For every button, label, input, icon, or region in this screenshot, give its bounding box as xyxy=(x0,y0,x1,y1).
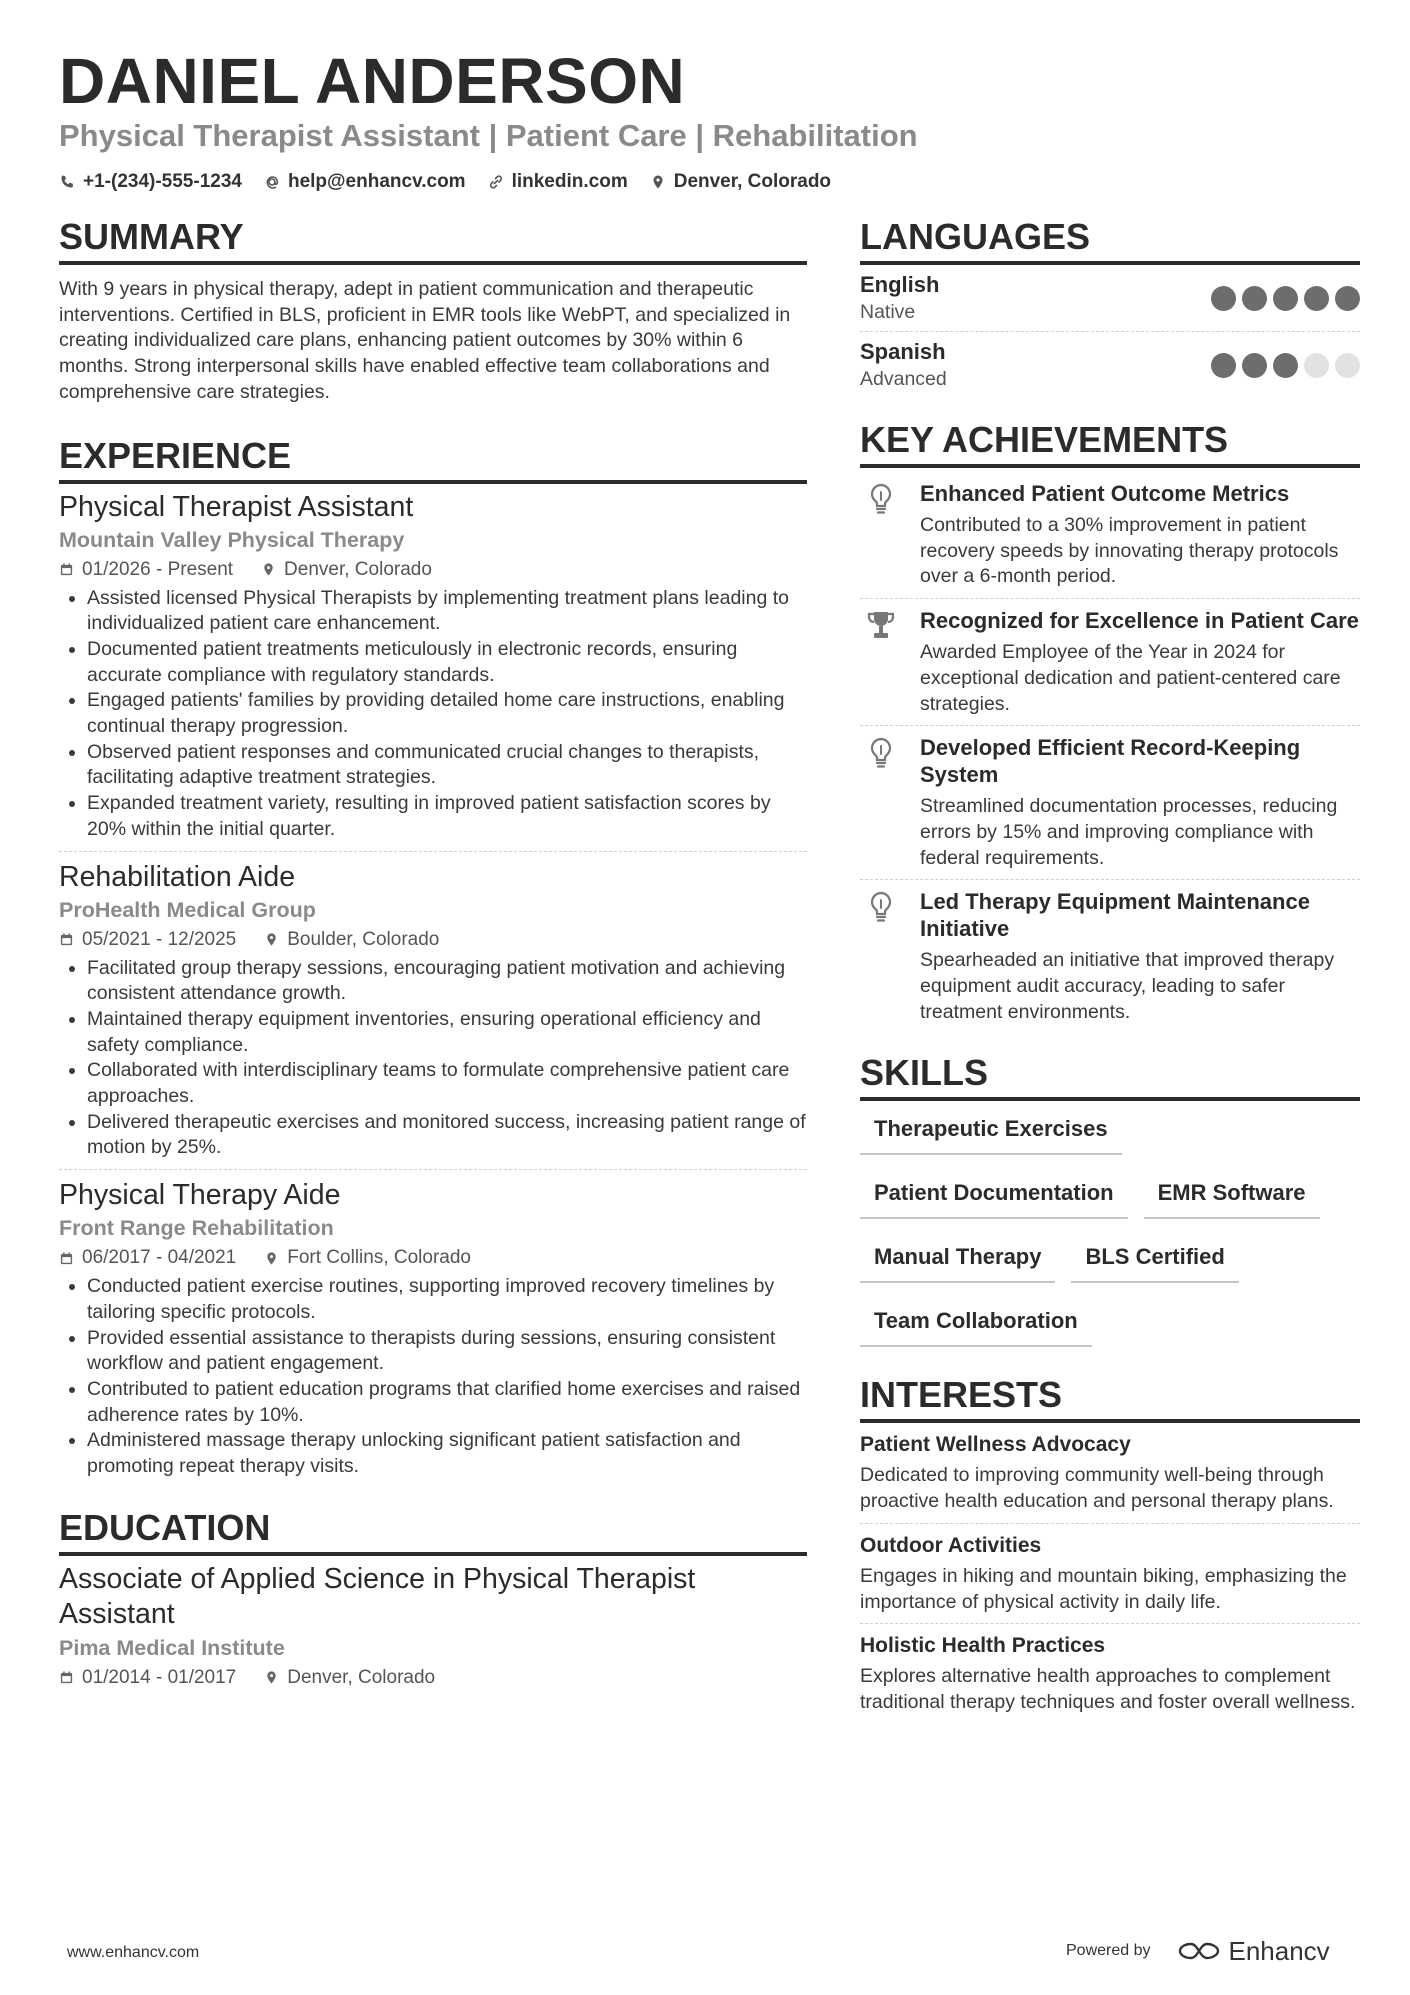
skill-tag: Team Collaboration xyxy=(860,1299,1092,1347)
skill-tag: Manual Therapy xyxy=(860,1235,1055,1283)
education-meta xyxy=(59,1664,807,1692)
job-company: ProHealth Medical Group xyxy=(59,897,316,922)
achievement-title: Led Therapy Equipment Maintenance Initiative xyxy=(920,889,1310,942)
job-meta xyxy=(59,556,807,584)
education-degree: Associate of Applied Science in Physical Therapist Assistant xyxy=(59,1562,696,1630)
job-bullets xyxy=(59,956,807,1162)
candidate-name: DANIEL ANDERSON xyxy=(59,45,686,117)
job-bullet: • Assisted licensed Physical Therapists by implementing treatment plans leading to individualized patient care enhancement. xyxy=(87,586,807,637)
job-meta xyxy=(59,926,807,954)
contact-location-text: Denver, Colorado xyxy=(673,171,832,192)
interest-item xyxy=(860,1623,1360,1723)
contact-bar xyxy=(59,168,831,196)
job-dates-text: 05/2021 - 12/2025 xyxy=(82,928,237,950)
rating-dot-filled xyxy=(1335,286,1360,311)
education-location xyxy=(264,1664,435,1692)
language-level: Advanced xyxy=(860,368,947,390)
education-location-text: Denver, Colorado xyxy=(287,1666,436,1688)
enhancv-logo-icon xyxy=(1177,1938,1221,1964)
interest-desc: Explores alternative health approaches to complement traditional therapy techniques and foster overall wellness. xyxy=(860,1665,1356,1713)
interest-title: Outdoor Activities xyxy=(860,1533,1042,1557)
job-location-text: Fort Collins, Colorado xyxy=(287,1247,471,1269)
job-bullet: • Administered massage therapy unlocking significant patient satisfaction and promoting repeat therapy visits. xyxy=(87,1428,807,1479)
job-bullet: • Engaged patients' families by providing detailed home care instructions, enabling continual therapy progression. xyxy=(87,688,807,739)
skills-section xyxy=(860,1051,1360,1363)
powered-by-label: Powered by xyxy=(1066,1942,1151,1959)
footer-branding xyxy=(1066,1936,1330,1966)
interest-desc: Dedicated to improving community well-being through proactive health education and personal therapy plans. xyxy=(860,1464,1334,1513)
job-location-text: Boulder, Colorado xyxy=(287,928,440,950)
job-bullet: • Provided essential assistance to therapists during sessions, ensuring consistent workflow and patient engagement. xyxy=(87,1326,807,1377)
interest-title: Holistic Health Practices xyxy=(860,1634,1106,1658)
skills-list xyxy=(860,1107,1360,1363)
contact-linkedin[interactable] xyxy=(488,168,628,196)
achievement-desc: Spearheaded an initiative that improved therapy equipment audit accuracy, leading to safer treatment environments. xyxy=(920,949,1335,1023)
link-icon xyxy=(488,174,504,190)
achievement-desc: Awarded Employee of the Year in 2024 for exceptional dedication and patient-centered care strategies. xyxy=(920,641,1341,715)
rating-dot-filled xyxy=(1273,353,1298,378)
right-column xyxy=(860,215,1360,1724)
contact-location xyxy=(650,168,831,196)
job-title: Rehabilitation Aide xyxy=(59,860,296,893)
job-entry xyxy=(59,851,807,1170)
languages-heading: LANGUAGES xyxy=(860,215,1360,265)
phone-icon xyxy=(59,174,75,190)
interest-item xyxy=(860,1523,1360,1623)
lightbulb-icon xyxy=(866,736,896,770)
interest-item xyxy=(860,1429,1360,1522)
education-dates-text: 01/2014 - 01/2017 xyxy=(82,1666,237,1688)
calendar-icon xyxy=(59,1251,74,1266)
at-icon xyxy=(264,174,280,190)
job-bullet: • Delivered therapeutic exercises and monitored success, increasing patient range of motion by 25%. xyxy=(87,1110,807,1161)
rating-dot-filled xyxy=(1242,353,1267,378)
achievement-item xyxy=(860,598,1360,725)
summary-text: With 9 years in physical therapy, adept in patient communication and therapeutic interventions. Certified in BLS, proficient in EMR tools like WebPT, and specialized in creating individualized care plans, enhancing patient outcomes by 30% within 6 months. Strong interpersonal skills have enabled effective team collaborations and comprehensive care strategies. xyxy=(59,278,791,403)
achievement-title: Recognized for Excellence in Patient Care xyxy=(920,608,1359,634)
lightbulb-icon xyxy=(866,890,896,924)
language-level: Native xyxy=(860,301,916,323)
skills-heading: SKILLS xyxy=(860,1051,1360,1101)
achievement-title: Developed Efficient Record-Keeping System xyxy=(920,735,1301,788)
job-location xyxy=(264,926,439,954)
lightbulb-icon xyxy=(866,482,896,516)
job-dates xyxy=(59,1244,236,1272)
job-entry xyxy=(59,490,807,851)
language-rating xyxy=(1211,286,1360,311)
job-location-text: Denver, Colorado xyxy=(284,558,432,580)
language-rating xyxy=(1211,353,1360,378)
location-pin-icon xyxy=(264,1251,279,1266)
achievement-item xyxy=(860,879,1360,1033)
experience-section xyxy=(59,434,807,1488)
job-location xyxy=(261,556,432,584)
achievement-desc: Streamlined documentation processes, reducing errors by 15% and improving compliance with federal requirements. xyxy=(920,795,1338,869)
achievement-icon-wrap xyxy=(860,607,902,717)
job-bullets xyxy=(59,586,807,843)
achievement-desc: Contributed to a 30% improvement in patient recovery speeds by innovating therapy protocols over a 6-month period. xyxy=(920,514,1339,588)
job-meta xyxy=(59,1244,807,1272)
achievement-icon-wrap xyxy=(860,734,902,871)
education-heading: EDUCATION xyxy=(59,1506,807,1556)
achievement-item xyxy=(860,476,1360,598)
job-bullet: • Documented patient treatments meticulously in electronic records, ensuring accurate compliance with regulatory standards. xyxy=(87,637,807,688)
summary-section xyxy=(59,215,807,406)
skill-tag: Patient Documentation xyxy=(860,1171,1128,1219)
achievements-heading: KEY ACHIEVEMENTS xyxy=(860,418,1360,468)
location-pin-icon xyxy=(650,174,666,190)
job-bullet: • Facilitated group therapy sessions, encouraging patient motivation and achieving consistent attendance growth. xyxy=(87,956,807,1007)
job-dates-text: 01/2026 - Present xyxy=(82,558,234,580)
education-school: Pima Medical Institute xyxy=(59,1635,285,1660)
achievement-icon-wrap xyxy=(860,888,902,1025)
job-bullet: • Expanded treatment variety, resulting in improved patient satisfaction scores by 20% within the initial quarter. xyxy=(87,791,807,842)
experience-heading: EXPERIENCE xyxy=(59,434,807,484)
interests-section xyxy=(860,1373,1360,1723)
job-location xyxy=(264,1244,471,1272)
rating-dot-empty xyxy=(1335,353,1360,378)
contact-linkedin-text: linkedin.com xyxy=(511,171,628,192)
rating-dot-empty xyxy=(1304,353,1329,378)
contact-email-text: help@enhancv.com xyxy=(287,171,466,192)
headline: Physical Therapist Assistant | Patient Care | Rehabilitation xyxy=(59,118,918,153)
location-pin-icon xyxy=(264,932,279,947)
rating-dot-filled xyxy=(1304,286,1329,311)
brand-logo[interactable] xyxy=(1177,1936,1330,1966)
achievements-section xyxy=(860,418,1360,1033)
summary-heading: SUMMARY xyxy=(59,215,807,265)
calendar-icon xyxy=(59,932,74,947)
skill-tag: Therapeutic Exercises xyxy=(860,1107,1122,1155)
skill-tag: BLS Certified xyxy=(1071,1235,1238,1283)
location-pin-icon xyxy=(261,562,276,577)
job-dates xyxy=(59,556,233,584)
location-pin-icon xyxy=(264,1670,279,1685)
rating-dot-filled xyxy=(1211,353,1236,378)
job-bullet: • Conducted patient exercise routines, supporting improved recovery timelines by tailoring specific protocols. xyxy=(87,1274,807,1325)
contact-phone[interactable] xyxy=(59,168,242,196)
language-name: English xyxy=(860,272,940,297)
contact-email[interactable] xyxy=(264,168,466,196)
languages-section xyxy=(860,215,1360,398)
achievement-icon-wrap xyxy=(860,480,902,590)
rating-dot-filled xyxy=(1242,286,1267,311)
education-dates xyxy=(59,1664,236,1692)
language-name: Spanish xyxy=(860,339,946,364)
job-company: Mountain Valley Physical Therapy xyxy=(59,527,405,552)
contact-phone-text: +1-(234)-555-1234 xyxy=(83,171,242,192)
trophy-icon xyxy=(866,609,896,643)
language-item xyxy=(860,269,1360,331)
job-bullet: • Observed patient responses and communicated crucial changes to therapists, facilitating adaptive treatment strategies. xyxy=(87,740,807,791)
job-title: Physical Therapy Aide xyxy=(59,1179,341,1212)
brand-name: Enhancv xyxy=(1228,1936,1330,1966)
job-entry xyxy=(59,1169,807,1488)
left-column xyxy=(59,215,807,1692)
job-dates xyxy=(59,926,236,954)
calendar-icon xyxy=(59,1670,74,1685)
job-bullets xyxy=(59,1274,807,1480)
job-title: Physical Therapist Assistant xyxy=(59,490,414,523)
skill-tag: EMR Software xyxy=(1144,1171,1320,1219)
interests-heading: INTERESTS xyxy=(860,1373,1360,1423)
rating-dot-filled xyxy=(1211,286,1236,311)
interest-desc: Engages in hiking and mountain biking, emphasizing the importance of physical activity in daily life. xyxy=(860,1564,1347,1613)
job-bullet: • Contributed to patient education programs that clarified home exercises and raised adherence rates by 10%. xyxy=(87,1377,807,1428)
education-section xyxy=(59,1506,807,1692)
job-company: Front Range Rehabilitation xyxy=(59,1216,334,1241)
interest-title: Patient Wellness Advocacy xyxy=(860,1433,1131,1457)
achievement-item xyxy=(860,725,1360,879)
job-bullet: • Maintained therapy equipment inventories, ensuring operational efficiency and safety compliance. xyxy=(87,1007,807,1058)
achievement-title: Enhanced Patient Outcome Metrics xyxy=(920,481,1290,506)
rating-dot-filled xyxy=(1273,286,1298,311)
job-bullet: • Collaborated with interdisciplinary teams to formulate comprehensive patient care approaches. xyxy=(87,1058,807,1109)
calendar-icon xyxy=(59,562,74,577)
footer-website[interactable]: www.enhancv.com xyxy=(67,1944,200,1961)
language-item xyxy=(860,331,1360,398)
job-dates-text: 06/2017 - 04/2021 xyxy=(82,1247,237,1269)
